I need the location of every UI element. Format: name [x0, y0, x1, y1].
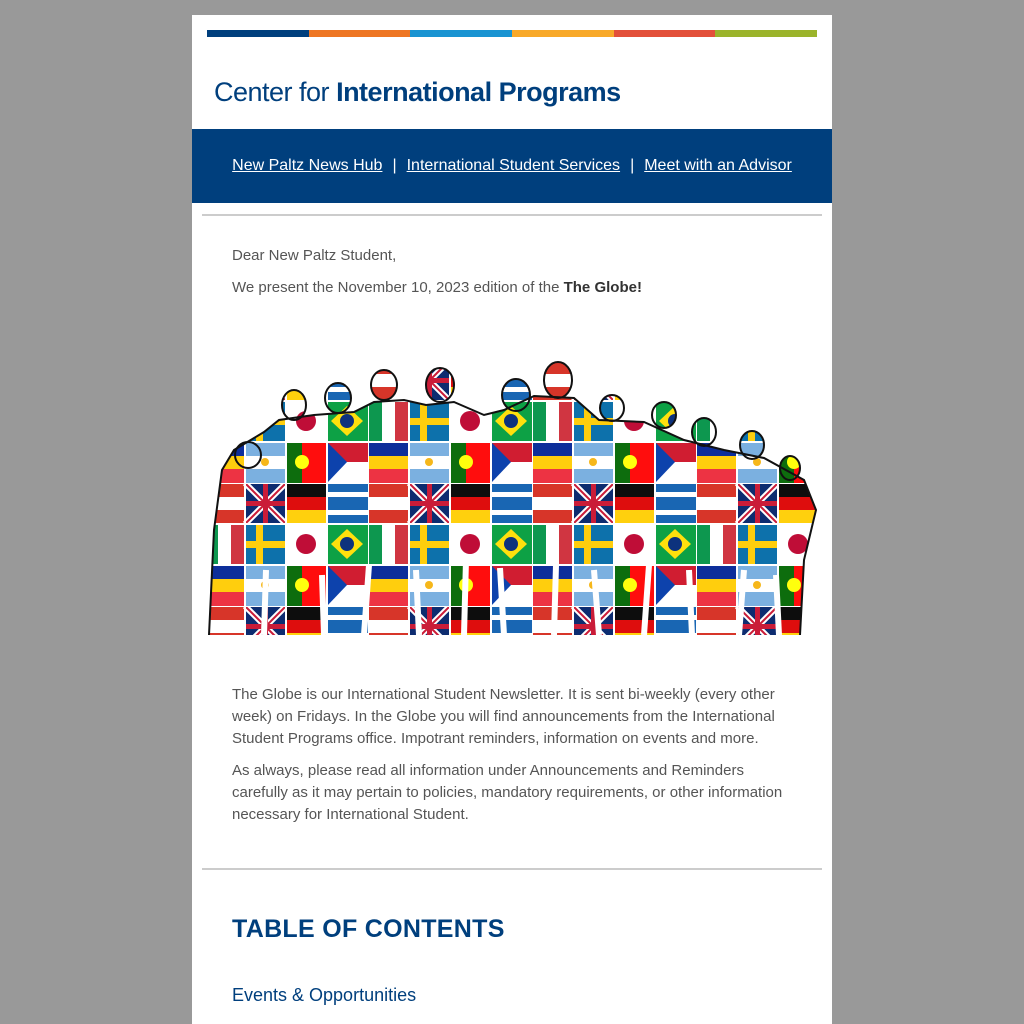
divider: [202, 214, 822, 216]
logo-bold-text: International Programs: [336, 77, 621, 107]
logo-light-text: Center for: [214, 77, 337, 107]
announcements-notice: As always, please read all information under Announcements and Reminders carefully as it may pertain to policies, mandatory requirements, or other information necessary for International Student.: [232, 762, 783, 823]
center-logo: [214, 77, 621, 108]
divider: [202, 868, 822, 870]
edition-text: We present the November 10, 2023 edition of the: [232, 279, 564, 296]
nav-separator: |: [630, 157, 635, 174]
greeting: Dear New Paltz Student,: [232, 247, 397, 264]
edition-intro: [232, 277, 792, 299]
toc-item-events[interactable]: Events & Opportunities: [232, 985, 417, 1005]
student-services-link[interactable]: International Student Services: [406, 157, 621, 174]
advisor-link[interactable]: Meet with an Advisor: [644, 157, 792, 174]
color-stripe-segment: [614, 30, 716, 37]
newsletter-card: [192, 15, 832, 1024]
crowd-of-flag-silhouettes-illustration: [204, 360, 820, 635]
nav-bar: [192, 129, 832, 203]
color-stripe-segment: [715, 30, 817, 37]
color-stripe-segment: [410, 30, 512, 37]
color-stripe-segment: [512, 30, 614, 37]
newsletter-name: The Globe!: [563, 279, 642, 296]
color-stripe-segment: [309, 30, 411, 37]
color-stripe-bar: [207, 30, 817, 37]
nav-separator: |: [392, 157, 397, 174]
news-hub-link[interactable]: New Paltz News Hub: [232, 157, 383, 174]
color-stripe-segment: [207, 30, 309, 37]
toc-heading: TABLE OF CONTENTS: [232, 915, 505, 943]
newsletter-description: The Globe is our International Student Newsletter. It is sent bi-weekly (every other week) on Fridays. In the Globe you will find announcements from the International Student Programs office. Impotrant reminders, information on events and more.: [232, 686, 775, 747]
